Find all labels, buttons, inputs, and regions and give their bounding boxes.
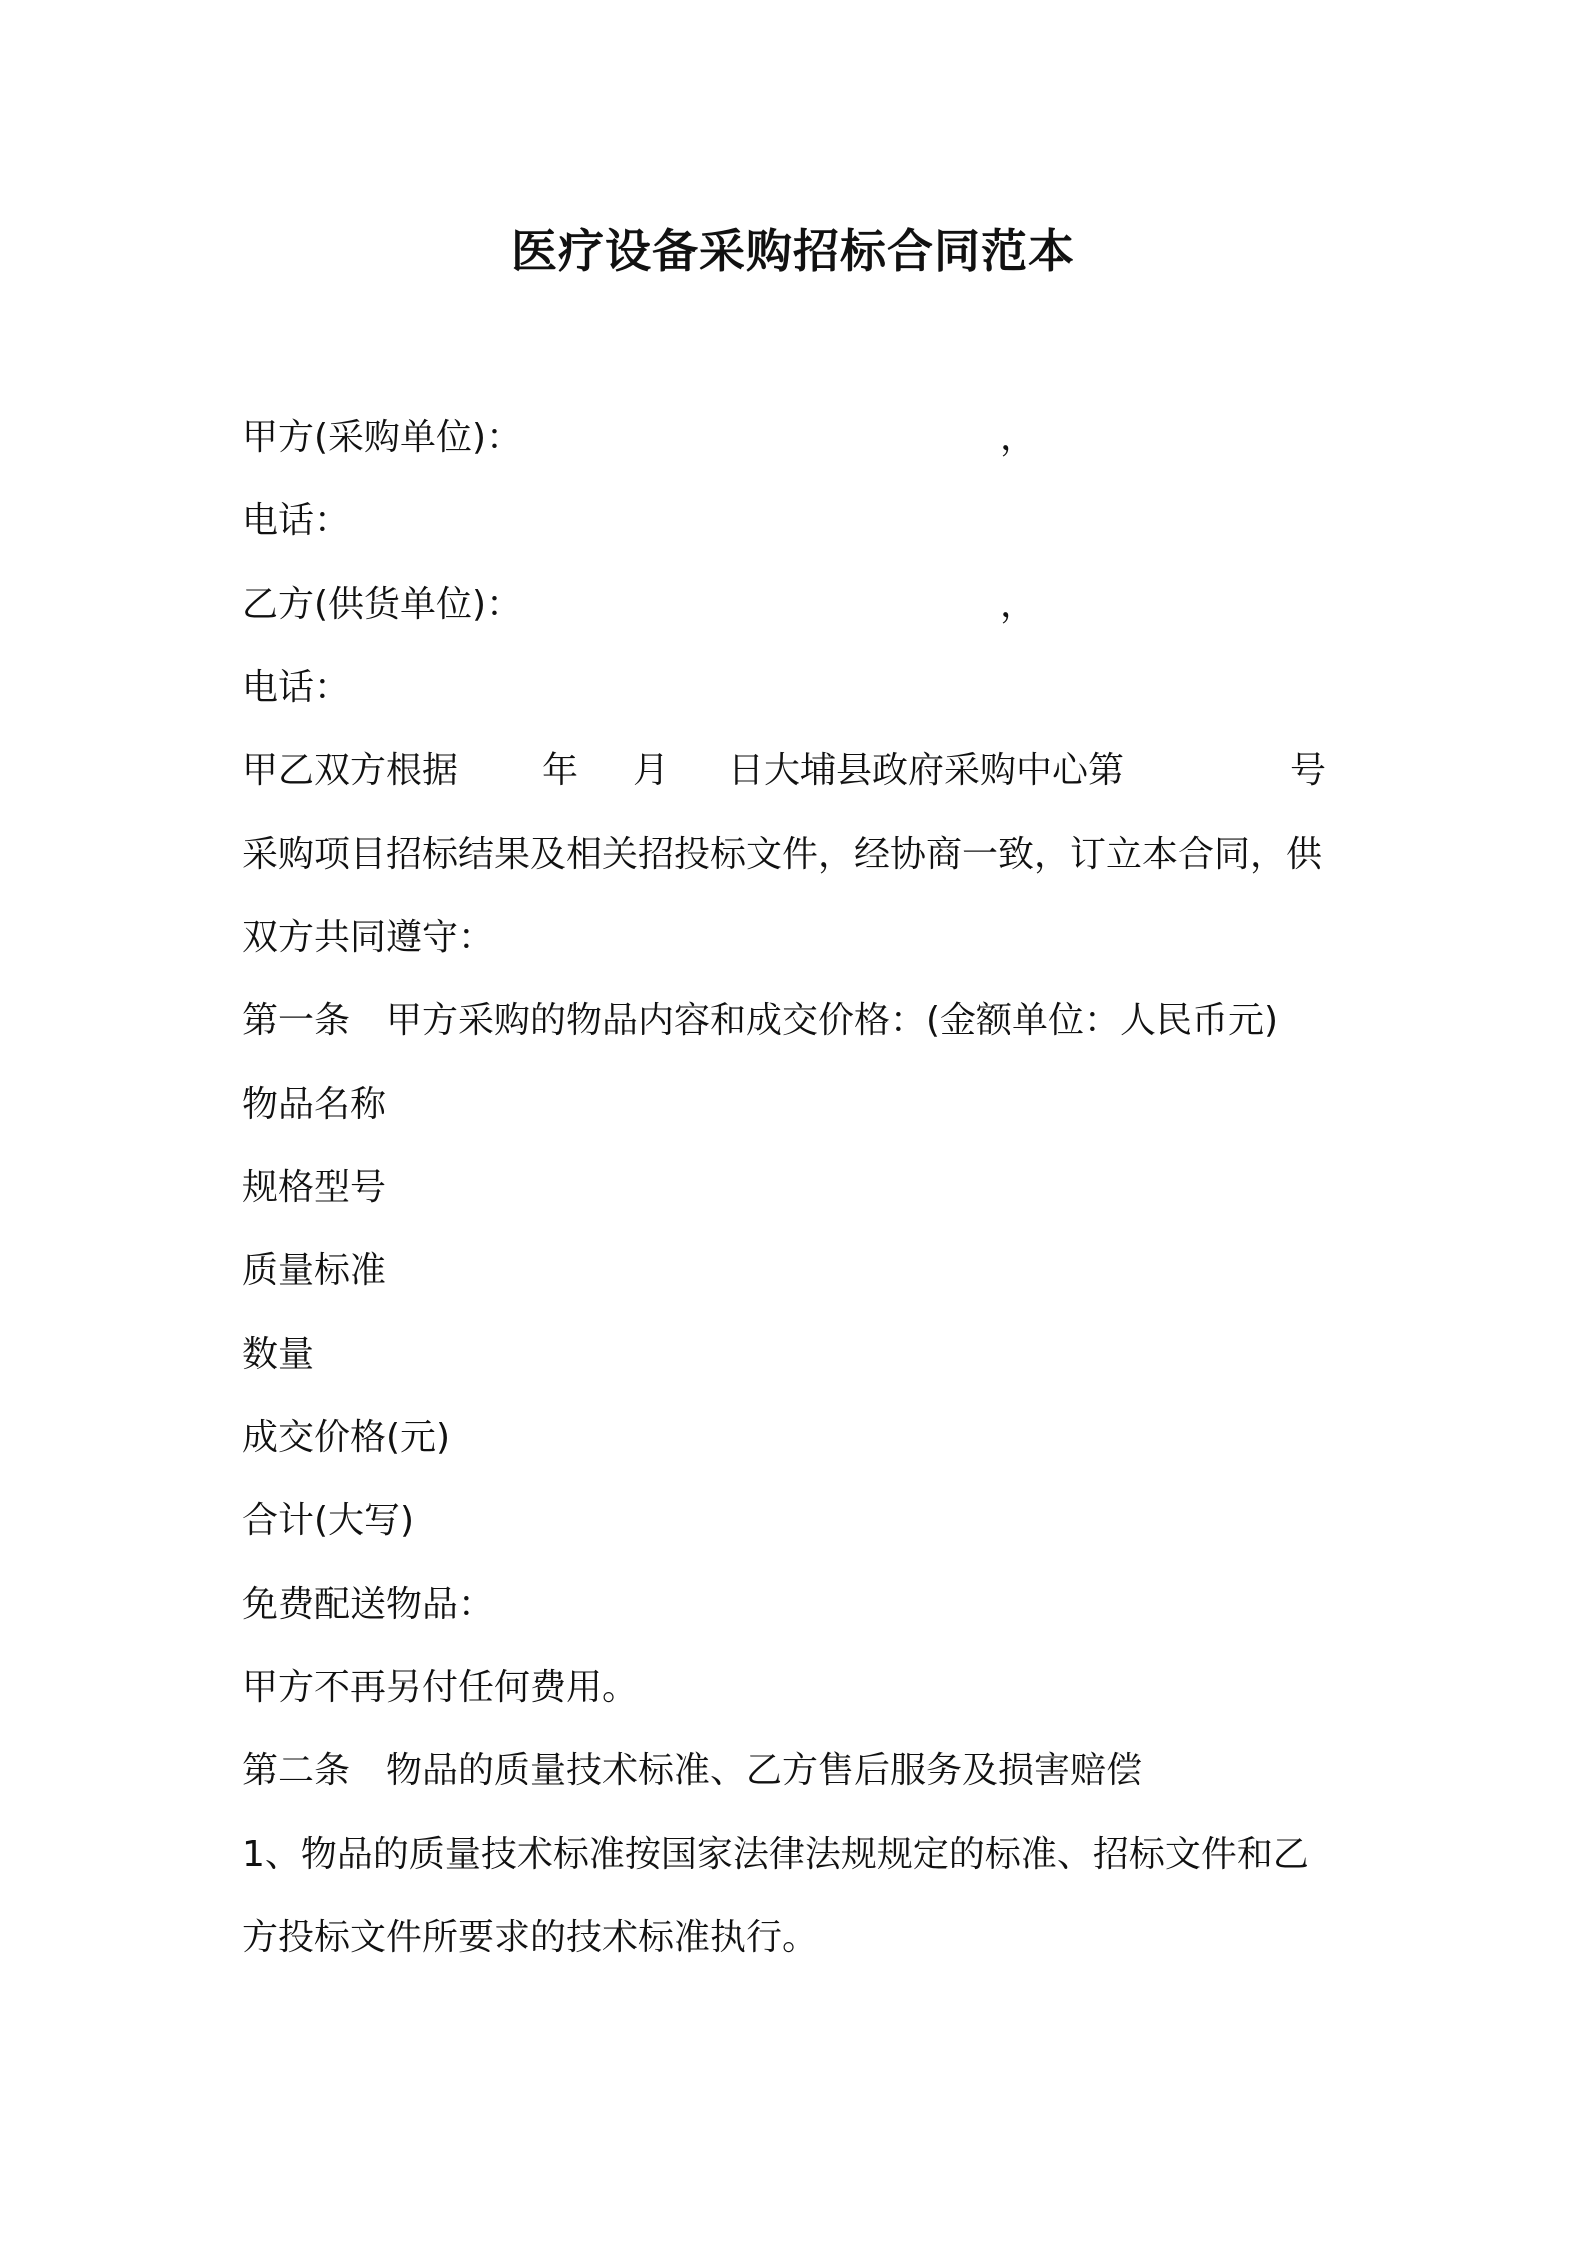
field-spec-model: 规格型号: [242, 1167, 387, 1208]
party-a-label: 甲方(采购单位)：: [242, 417, 523, 458]
article-1-heading: 第一条 甲方采购的物品内容和成交价格：(金额单位：人民币元): [242, 1000, 1279, 1041]
document-title: 医疗设备采购招标合同范本: [511, 224, 1075, 278]
party-a-comma: ，: [1000, 417, 1037, 458]
party-b-phone-label: 电话：: [242, 667, 351, 708]
article-2-heading: 第二条 物品的质量技术标准、乙方售后服务及损害赔偿: [242, 1750, 1143, 1791]
intro-line-3: 双方共同遵守：: [242, 917, 495, 958]
intro-year: 年: [542, 750, 579, 791]
article-2-item-1-line-2: 方投标文件所要求的技术标准执行。: [242, 1917, 819, 1958]
intro-month: 月: [633, 750, 670, 791]
field-free-delivery: 免费配送物品：: [242, 1584, 495, 1625]
intro-prefix: 甲乙双方根据: [242, 750, 459, 791]
field-quantity: 数量: [242, 1334, 315, 1375]
field-total-uppercase: 合计(大写): [242, 1500, 415, 1541]
intro-number: 号: [1290, 750, 1327, 791]
party-a-phone-label: 电话：: [242, 500, 351, 541]
party-b-comma: ，: [1000, 584, 1037, 625]
article-2-item-1-line-1: 1、物品的质量技术标准按国家法律法规规定的标准、招标文件和乙: [242, 1834, 1309, 1875]
field-quality-standard: 质量标准: [242, 1250, 387, 1291]
intro-day-center: 日大埔县政府采购中心第: [728, 750, 1125, 791]
field-no-extra-fee: 甲方不再另付任何费用。: [242, 1667, 639, 1708]
party-b-label: 乙方(供货单位)：: [242, 584, 523, 625]
field-deal-price: 成交价格(元): [242, 1417, 451, 1458]
field-item-name: 物品名称: [242, 1084, 387, 1125]
intro-line-2: 采购项目招标结果及相关招投标文件，经协商一致，订立本合同，供: [242, 834, 1323, 875]
